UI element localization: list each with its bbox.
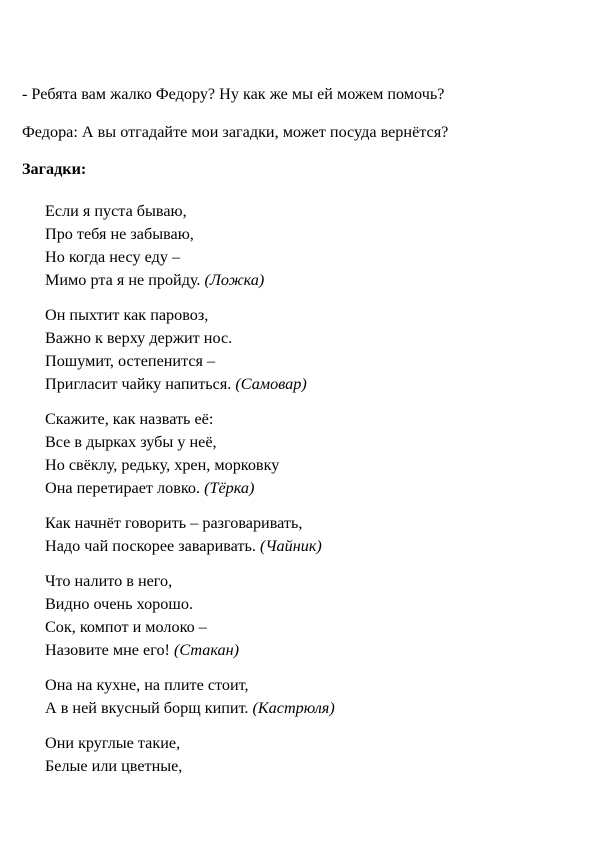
riddle-answer: (Самовар) xyxy=(235,375,307,393)
riddle-line: Все в дырках зубы у неё, xyxy=(45,433,217,451)
riddle-answer: (Кастрюля) xyxy=(252,699,335,717)
riddle-line: Пошумит, остепенится – xyxy=(45,352,216,370)
riddle-stanza xyxy=(45,304,335,396)
riddle-stanza xyxy=(45,674,335,720)
riddle-line xyxy=(45,373,335,396)
riddle-line: Но свёклу, редьку, хрен, морковку xyxy=(45,456,280,474)
riddles-heading: Загадки: xyxy=(22,160,87,178)
riddle-line: Белые или цветные, xyxy=(45,757,183,775)
riddle-line: Что налито в него, xyxy=(45,572,173,590)
riddle-line-text: Надо чай поскорее заваривать. xyxy=(45,537,260,555)
riddles-list xyxy=(45,200,335,790)
riddle-line: Он пыхтит как паровоз, xyxy=(45,306,209,324)
riddle-line-text: Назовите мне его! xyxy=(45,641,174,659)
riddle-answer: (Тёрка) xyxy=(204,479,255,497)
riddle-line-text: Пригласит чайку напиться. xyxy=(45,375,236,393)
riddle-stanza xyxy=(45,512,335,558)
riddle-line xyxy=(45,697,335,720)
riddle-line: Про тебя не забываю, xyxy=(45,225,194,243)
riddle-line: Сок, компот и молоко – xyxy=(45,618,207,636)
riddle-line xyxy=(45,477,335,500)
riddle-answer: (Ложка) xyxy=(204,271,265,289)
riddle-stanza xyxy=(45,408,335,500)
riddle-stanza xyxy=(45,732,335,778)
riddle-line: Она на кухне, на плите стоит, xyxy=(45,676,249,694)
riddle-line: Но когда несу еду – xyxy=(45,248,181,266)
riddle-line xyxy=(45,269,335,292)
riddle-line: Если я пуста бываю, xyxy=(45,202,187,220)
riddle-line: Важно к верху держит нос. xyxy=(45,329,233,347)
riddle-line-text: А в ней вкусный борщ кипит. xyxy=(45,699,253,717)
intro-line-2: Федора: А вы отгадайте мои загадки, может посуда вернётся? xyxy=(22,123,449,141)
riddle-line xyxy=(45,639,335,662)
riddle-answer: (Чайник) xyxy=(259,537,322,555)
riddle-line xyxy=(45,535,335,558)
riddle-line: Как начнёт говорить – разговаривать, xyxy=(45,514,303,532)
riddle-stanza xyxy=(45,570,335,662)
riddle-line: Скажите, как назвать её: xyxy=(45,410,214,428)
riddle-line: Они круглые такие, xyxy=(45,734,181,752)
riddle-answer: (Стакан) xyxy=(173,641,240,659)
riddle-line: Видно очень хорошо. xyxy=(45,595,193,613)
riddle-stanza xyxy=(45,200,335,292)
intro-line-1: - Ребята вам жалко Федору? Ну как же мы ей можем помочь? xyxy=(22,85,445,103)
riddle-line-text: Она перетирает ловко. xyxy=(45,479,205,497)
riddle-line-text: Мимо рта я не пройду. xyxy=(45,271,205,289)
